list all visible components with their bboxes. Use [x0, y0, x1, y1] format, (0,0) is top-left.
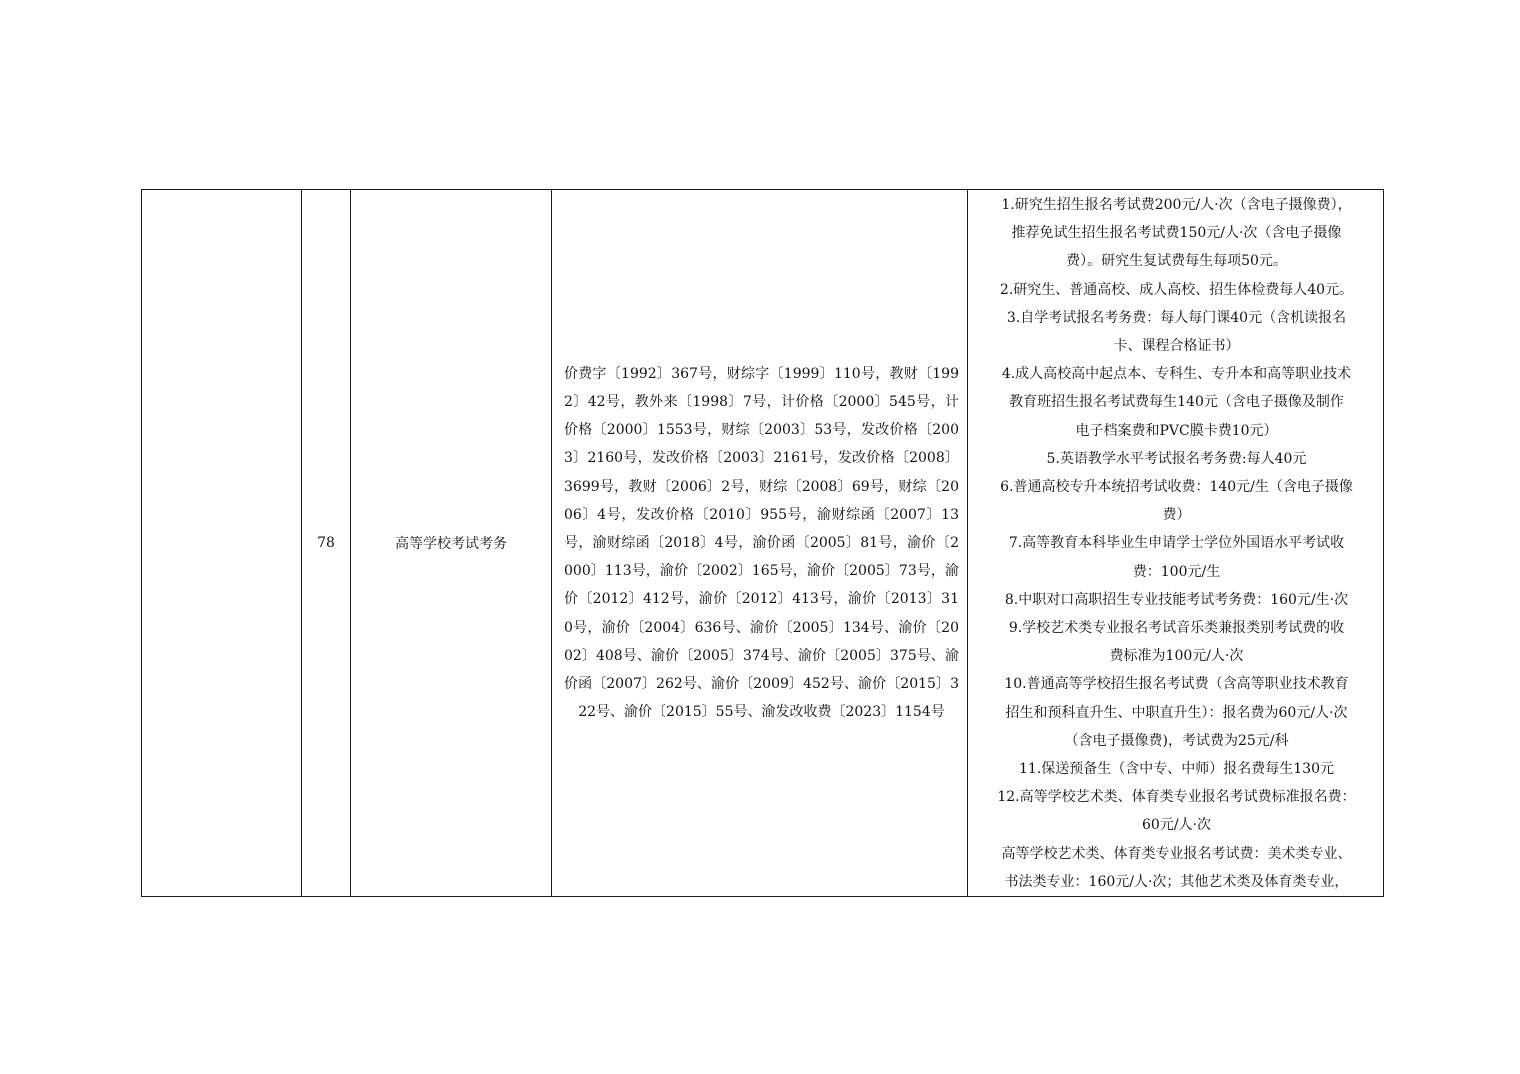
fee-table	[141, 189, 1384, 897]
fee-standard-line: 8.中职对口高职招生专业技能考试考务费：160元/生·次	[1004, 591, 1349, 608]
fee-standard-line: 3.自学考试报名考务费：每人每门课40元（含机读报名	[1006, 309, 1347, 326]
fee-standard-line: 费：100元/生	[1132, 563, 1221, 580]
policy-basis-cell	[552, 190, 968, 897]
fee-standard-line: 4.成人高校高中起点本、专科生、专升本和高等职业技术	[1001, 366, 1352, 383]
fee-standard-line: （含电子摄像费)，考试费为25元/科	[1064, 732, 1289, 749]
fee-standard-line: 卡、课程合格证书）	[1113, 338, 1240, 355]
fee-standard-line: 费）。研究生复试费每生每项50元。	[1066, 253, 1287, 270]
table-row	[142, 190, 1384, 897]
fee-standard-line: 费）	[1162, 507, 1191, 524]
fee-standard-line: 招生和预科直升生、中职直升生）：报名费为60元/人·次	[1005, 704, 1348, 721]
fee-standard-line: 10.普通高等学校招生报名考试费（含高等职业技术教育	[1004, 676, 1349, 693]
policy-basis-text: 价费字〔1992〕367号，财综字〔1999〕110号，教财〔1992〕42号，教外来〔1998〕7号，计价格〔2000〕545号，计价格〔2000〕1553号，财综〔2003〕53号，发改价格〔2003〕2160号，发改价格〔2003〕2161号，发改价格〔2008〕3699号，教财〔2006〕2号，财综〔2008〕69号，财综〔2006〕4号，发改价格〔2010〕955号，渝财综函〔2007〕13号，渝财综函〔2018〕4号，渝价函〔2005〕81号，渝价〔2000〕113号，渝价〔2002〕165号，渝价〔2005〕73号，渝价〔2012〕412号，渝价〔2012〕413号，渝价〔2013〕310号，渝价〔2004〕636号、渝价〔2005〕134号、渝价〔2002〕408号、渝价〔2005〕374号、渝价〔2005〕375号、渝价函〔2007〕262号、渝价〔2009〕452号、渝价〔2015〕322号、渝价〔2015〕55号、渝发改收费〔2023〕1154号	[564, 365, 959, 721]
fee-standard-line: 6.普通高校专升本统招考试收费：140元/生（含电子摄像	[1000, 479, 1353, 496]
fee-standard-list	[976, 191, 1377, 896]
fee-standard-cell	[968, 190, 1384, 897]
fee-standard-line: 9.学校艺术类专业报名考试音乐类兼报类别考试费的收	[1008, 620, 1345, 637]
fee-standard-line: 7.高等教育本科毕业生申请学士学位外国语水平考试收	[1008, 535, 1345, 552]
category-cell	[142, 190, 302, 897]
fee-standard-line: 12.高等学校艺术类、体育类专业报名考试费标准报名费：	[997, 789, 1356, 806]
fee-standard-line: 60元/人·次	[1142, 817, 1211, 834]
fee-standard-line: 5.英语教学水平考试报名考务费:每人40元	[1046, 450, 1307, 467]
item-name-cell: 高等学校考试考务	[351, 190, 552, 897]
fee-standard-line: 2.研究生、普通高校、成人高校、招生体检费每人40元。	[999, 281, 1354, 298]
fee-standard-line: 高等学校艺术类、体育类专业报名考试费：美术类专业、	[1001, 845, 1352, 862]
fee-standard-line: 费标准为100元/人·次	[1109, 648, 1244, 665]
fee-standard-line: 电子档案费和PVC膜卡费10元）	[1075, 422, 1278, 439]
index-cell: 78	[302, 190, 351, 897]
fee-standard-line: 推荐免试生招生报名考试费150元/人·次（含电子摄像	[1011, 225, 1342, 242]
fee-standard-line: 11.保送预备生（含中专、中师）报名费每生130元	[1019, 761, 1334, 778]
fee-standard-line: 1.研究生招生报名考试费200元/人·次（含电子摄像费），	[1001, 197, 1352, 213]
fee-standard-line: 教育班招生报名考试费每生140元（含电子摄像及制作	[1009, 394, 1344, 411]
fee-standard-line: 书法类专业：160元/人·次；其他艺术类及体育类专业，	[1004, 873, 1349, 890]
